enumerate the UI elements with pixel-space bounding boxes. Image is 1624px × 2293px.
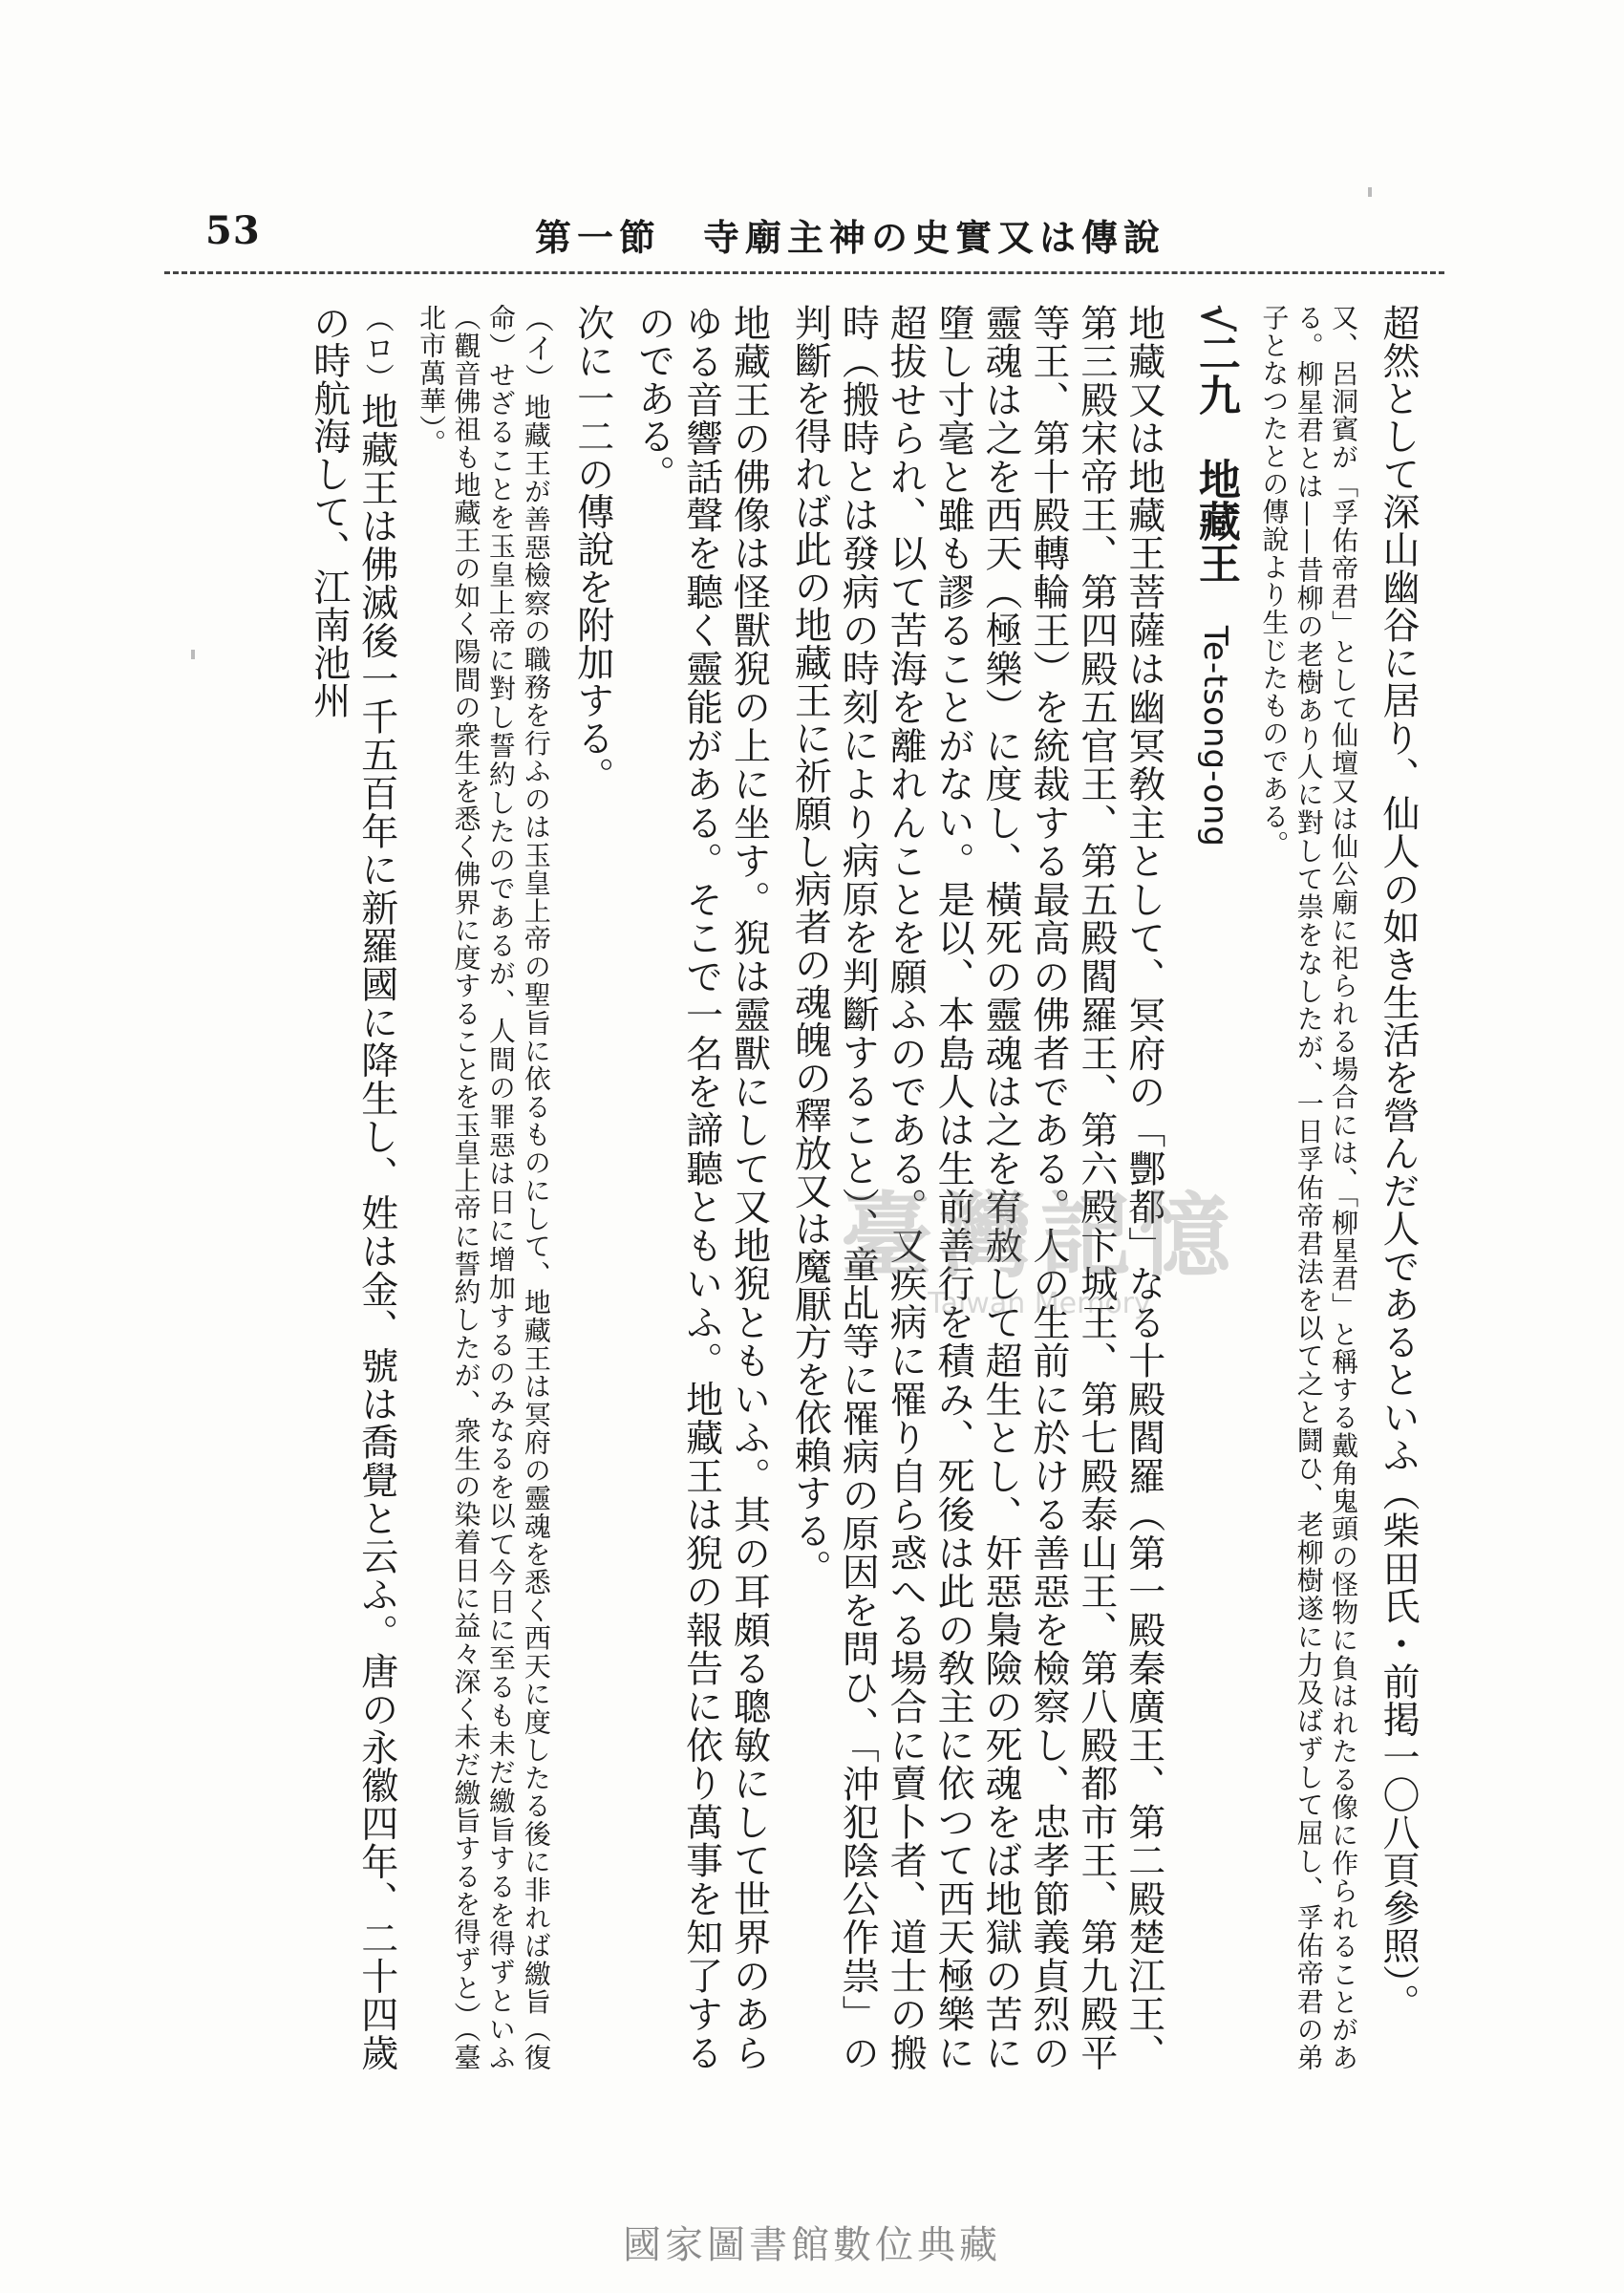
section-romanization: Te-tsong-ong	[1195, 625, 1234, 847]
page-number: 53	[205, 208, 261, 253]
item-marker: （ロ）	[359, 304, 394, 393]
note-column: 又、呂洞賓が「孚佑帝君」として仙壇又は仙公廟に祀られる場合には、「柳星君」と稱する戴角鬼頭の怪物に負はれたる像に作られることがある。柳星君とは——昔柳の老樹あり人に對して祟をなしたが、一日孚佑帝君法を以て之と鬪ひ、老柳樹遂に力及ばずして屈し、孚佑帝君の弟子となつたとの傳說より生じたものである。	[1258, 304, 1360, 2071]
running-title: 第一節 寺廟主神の史實又は傳說	[535, 216, 1166, 259]
text-column: 地藏王の佛像は怪獸猊の上に坐す。猊は靈獸にして又地猊ともいふ。其の耳頗る聰敏にして世界のあらゆる音響話聲を聽く靈能がある。そこで一名を諦聽ともいふ。地藏王は猊の報告に依り萬事を知了するのである。	[631, 304, 771, 2071]
item-text: 地藏王が善惡檢察の職務を行ふのは玉皇上帝の聖旨に依るものにして、地藏王は冥府の靈魂を悉く西天に度したる後に非れば繳旨（復命）せざることを玉皇上帝に對し誓約したのであるが、人間の罪惡は日に增加するのみなるを以て今日に至るも未だ繳旨するを得ずといふ（觀音佛祖も地藏王の如く陽間の衆生を悉く佛界に度することを玉皇上帝に誓約したが、衆生の染着日に益々深く未だ繳旨するを得ずと）（臺北市萬華）。	[416, 304, 552, 2071]
watermark-sub: Taiwan Memory	[928, 1287, 1151, 1320]
item-text: 地藏王は佛滅後一千五百年に新羅國に降生し、姓は金、號は喬覺と云ふ。唐の永徽四年、二十四歲の時航海して、江南池州	[307, 304, 398, 2071]
header-divider	[164, 271, 1444, 274]
vertical-body-text	[180, 304, 1421, 2071]
checkmark-icon: √	[1190, 304, 1240, 332]
list-item	[414, 304, 555, 2071]
list-item	[305, 304, 400, 2071]
item-marker: （イ）	[519, 304, 553, 394]
scan-mark	[191, 650, 195, 659]
text-column: 超然として深山幽谷に居り、仙人の如き生活を營んだ人であるといふ（柴田氏・前掲一〇八頁參照）。	[1377, 304, 1420, 2022]
text-column: 次に一二の傳說を附加する。	[570, 304, 614, 795]
section-title: 地藏王	[1190, 457, 1240, 584]
section-heading	[1188, 304, 1243, 2071]
section-number: 二九	[1190, 331, 1240, 416]
footer-credit: 國家圖書館數位典藏	[623, 2223, 1001, 2267]
text-column: 地藏又は地藏王菩薩は幽冥敎主として、冥府の「酆都」なる十殿閻羅（第一殿秦廣王、第二殿楚江王、第三殿宋帝王、第四殿五官王、第五殿閻羅王、第六殿卞城王、第七殿泰山王、第八殿都市王、第九殿平等王、第十殿轉輪王）を統裁する最高の佛者である。人の生前に於ける善惡を檢察し、忠孝節義貞烈の靈魂は之を西天（極樂）に度し、橫死の靈魂は之を宥赦して超生とし、奸惡梟險の死魂をば地獄の苦に墮し寸毫と雖も謬ることがない。是以、本島人は生前善行を積み、死後は此の敎主に依つて西天極樂に超拔せられ、以て苦海を離れんことを願ふのである。又疾病に罹り自ら惑へる場合に賣卜者、道士の搬時（搬時とは發病の時刻により病原を判斷すること）、童乩等に罹病の原因を問ひ、「沖犯陰公作祟」の判斷を得れば此の地藏王に祈願し病者の魂魄の釋放又は魔厭方を依賴する。	[788, 304, 1165, 2071]
scan-mark	[1368, 187, 1372, 197]
watermark-main: 臺灣記憶	[841, 1182, 1238, 1290]
